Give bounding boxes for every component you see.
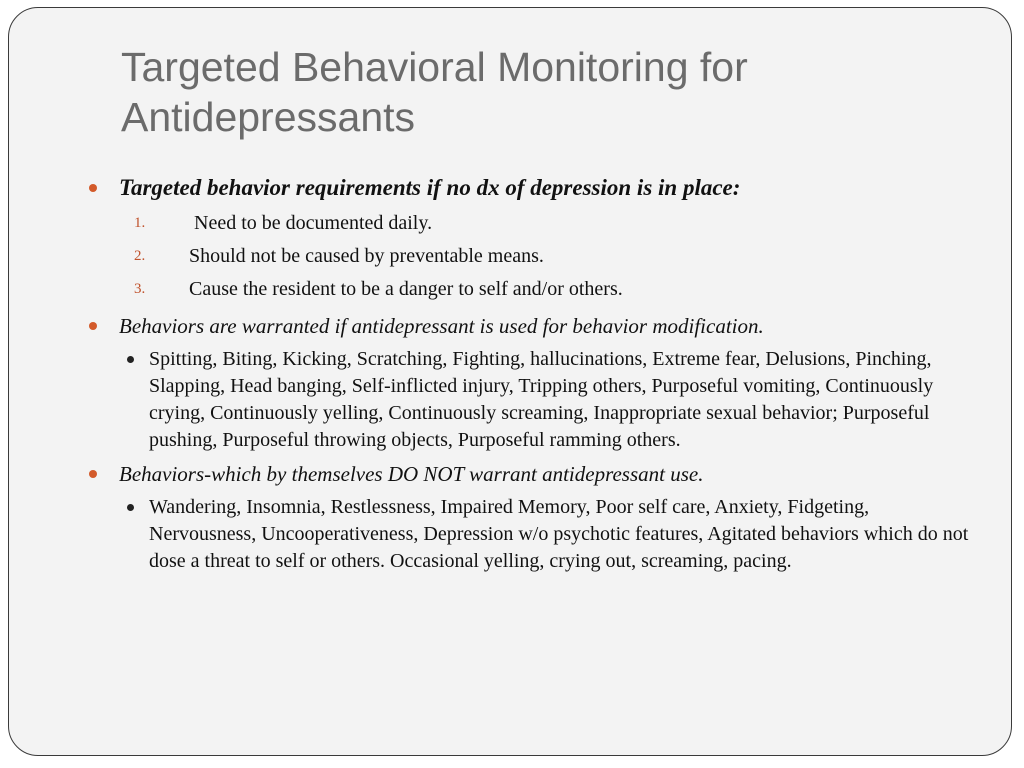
number-label: 3. <box>134 281 146 297</box>
bullet-text: Targeted behavior requirements if no dx of depression is in place: <box>119 175 741 200</box>
bullet-dot-icon <box>89 322 97 330</box>
sub-bullet-warranted-list <box>89 346 969 454</box>
numbered-item <box>89 240 969 273</box>
slide-frame <box>8 7 1012 756</box>
numbered-item-text: Need to be documented daily. <box>189 212 433 234</box>
number-label: 1. <box>134 215 146 231</box>
sub-bullet-dot-icon <box>127 504 134 511</box>
sub-bullet-text: Wandering, Insomnia, Restlessness, Impaired Memory, Poor self care, Anxiety, Fidgeting, Nervousness, Uncooperativeness, Depression w/o psychotic features, Agitated behaviors which do not dose a threat to self or others. Occasional yelling, crying out, screaming, pacing. <box>149 496 969 572</box>
bullet-text: Behaviors are warranted if antidepressant is used for behavior modification. <box>119 314 764 338</box>
slide-title: Targeted Behavioral Monitoring for Antidepressants <box>121 44 748 140</box>
number-label: 2. <box>134 248 146 264</box>
bullet-not-warranted-behaviors <box>89 460 969 488</box>
sub-bullet-text: Spitting, Biting, Kicking, Scratching, Fighting, hallucinations, Extreme fear, Delusions, Pinching, Slapping, Head banging, Self-inflicted injury, Tripping others, Purposeful vomiting, Continuously crying, Continuously yelling, Continuously screaming, Inappropriate sexual behavior; Purposeful pushing, Purposeful throwing objects, Purposeful ramming others. <box>149 348 934 451</box>
numbered-item <box>89 273 969 306</box>
bullet-text: Behaviors-which by themselves DO NOT warrant antidepressant use. <box>119 462 704 486</box>
numbered-list <box>89 207 969 306</box>
sub-bullet-not-warranted-list <box>89 494 969 575</box>
bullet-targeted-requirements <box>89 173 969 203</box>
bullet-warranted-behaviors <box>89 312 969 340</box>
slide-content <box>89 173 969 575</box>
numbered-item-text: Should not be caused by preventable means. <box>189 245 544 267</box>
sub-bullet-dot-icon <box>127 356 134 363</box>
numbered-item <box>89 207 969 240</box>
numbered-item-text: Cause the resident to be a danger to self and/or others. <box>189 278 623 300</box>
bullet-dot-icon <box>89 184 97 192</box>
bullet-dot-icon <box>89 470 97 478</box>
